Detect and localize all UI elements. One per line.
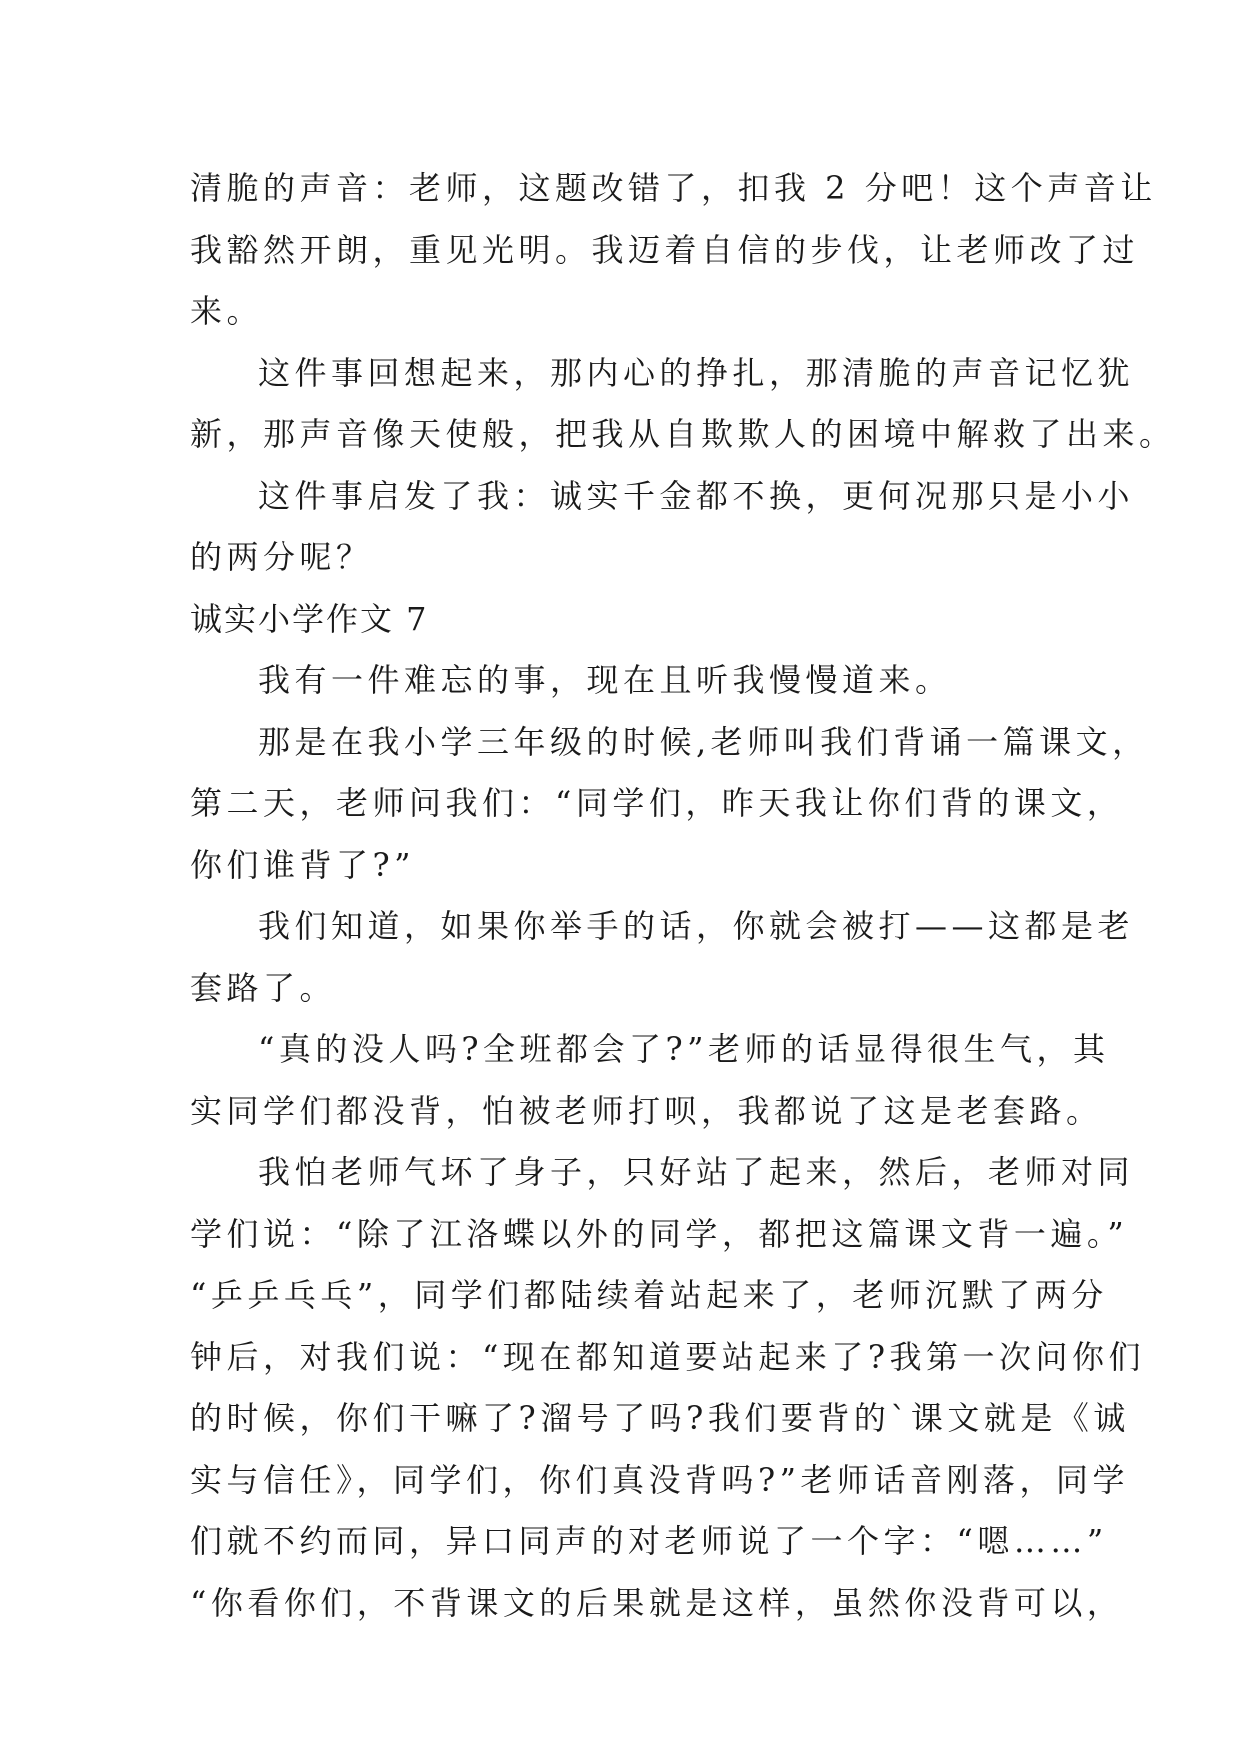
text-line: 们就不约而同，异口同声的对老师说了一个字：“嗯……” xyxy=(190,1522,1108,1560)
text-line: 这件事回想起来，那内心的挣扎，那清脆的声音记忆犹 xyxy=(258,353,1135,392)
text-line: 第二天，老师问我们：“同学们，昨天我让你们背的课文， xyxy=(190,784,1124,822)
text-line: 那是在我小学三年级的时候,老师叫我们背诵一篇课文， xyxy=(258,722,1149,761)
text-line: “真的没人吗?全班都会了?”老师的话显得很生气，其 xyxy=(258,1030,1110,1068)
text-line: “你看你们，不背课文的后果就是这样，虽然你没背可以， xyxy=(190,1583,1124,1622)
text-line: 你们谁背了?” xyxy=(190,845,416,884)
text-line: 这件事启发了我：诚实千金都不换，更何况那只是小小 xyxy=(258,476,1135,515)
text-line: 实同学们都没背，怕被老师打呗，我都说了这是老套路。 xyxy=(190,1091,1103,1130)
text-line: 实与信任》，同学们，你们真没背吗?”老师话音刚落，同学 xyxy=(190,1460,1130,1499)
text-line: 我们知道，如果你举手的话，你就会被打——这都是老 xyxy=(258,907,1135,945)
text-line: 清脆的声音：老师，这题改错了，扣我 2 分吧！这个声音让 xyxy=(190,169,1157,207)
text-line: 我怕老师气坏了身子，只好站了起来，然后，老师对同 xyxy=(258,1153,1135,1191)
text-line: 的时候，你们干嘛了?溜号了吗?我们要背的`课文就是《诚 xyxy=(190,1399,1130,1437)
text-line: 我豁然开朗，重见光明。我迈着自信的步伐，让老师改了过 xyxy=(190,230,1140,269)
text-line: 钟后，对我们说：“现在都知道要站起来了?我第一次问你们 xyxy=(190,1337,1146,1376)
section-heading: 诚实小学作文 7 xyxy=(190,599,429,638)
text-line: 套路了。 xyxy=(190,968,337,1007)
text-line: 的两分呢？ xyxy=(190,538,373,576)
text-line: 学们说：“除了江洛蝶以外的同学，都把这篇课文背一遍。” xyxy=(190,1214,1129,1253)
text-line: 来。 xyxy=(190,292,264,330)
text-line: “乒乒乓乓”，同学们都陆续着站起来了，老师沉默了两分 xyxy=(190,1276,1108,1314)
text-line: 新，那声音像天使般，把我从自欺欺人的困境中解救了出来。 xyxy=(190,415,1176,453)
essay-text xyxy=(190,158,1176,1634)
text-line: 我有一件难忘的事，现在且听我慢慢道来。 xyxy=(258,661,952,699)
